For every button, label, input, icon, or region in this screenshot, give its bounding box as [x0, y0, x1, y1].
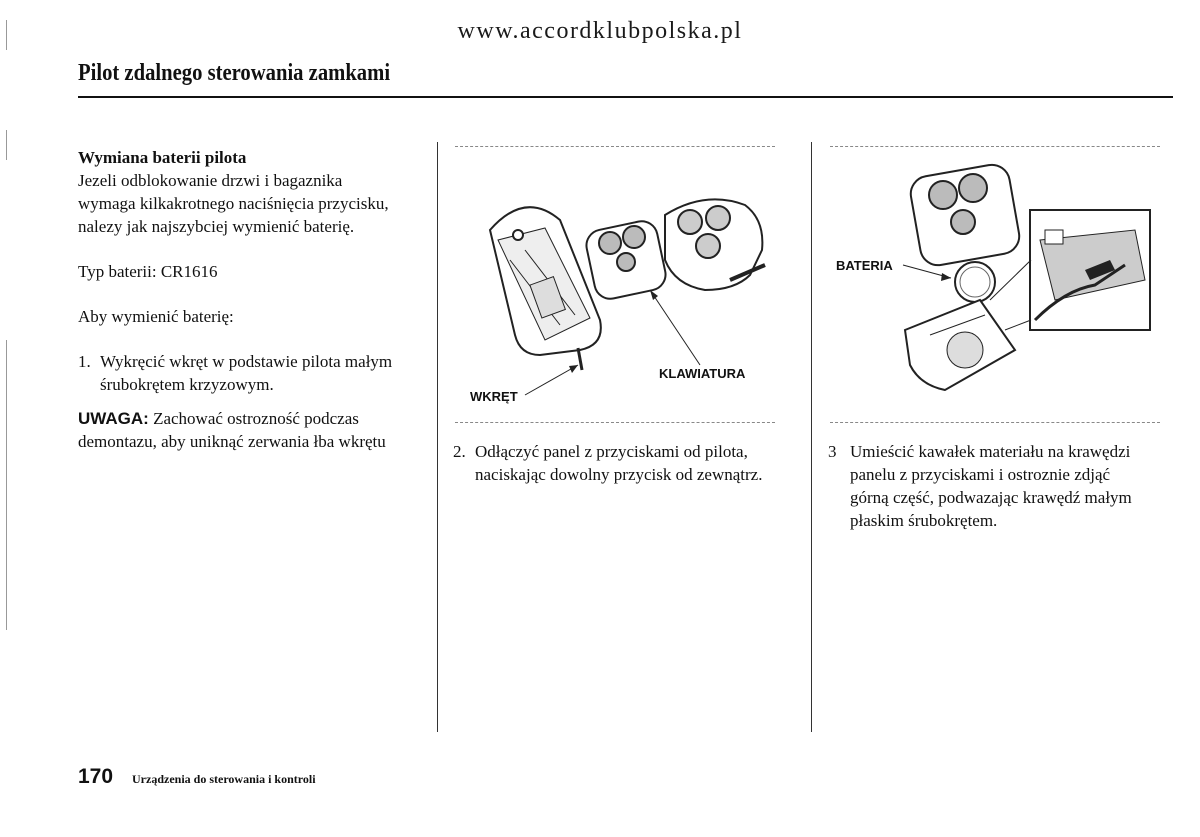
column-separator-2 [811, 142, 812, 732]
intro-line-1: Jezeli odblokowanie drzwi i bagaznika [78, 171, 343, 190]
keypad-panel [908, 162, 1022, 268]
page-title: Pilot zdalnego sterowania zamkami [78, 60, 391, 86]
keypad-panel [584, 218, 669, 301]
note-text: Zachować ostrozność podczas [148, 409, 359, 428]
step-3-line-3: górną część, podwazając krawędź małym [850, 488, 1132, 507]
figure-bottom-border [455, 422, 775, 423]
step-3-line-4: płaskim śrubokrętem. [850, 511, 998, 530]
step-2-line-2: naciskając dowolny przycisk od zewnątrz. [475, 465, 763, 484]
margin-mark [6, 20, 7, 50]
intro-line-2: wymaga kilkakrotnego naciśnięcia przycisku, [78, 194, 389, 213]
note-label: UWAGA: [78, 409, 149, 428]
remote-closed [665, 199, 765, 290]
step-3 [828, 440, 1168, 532]
step-2 [453, 440, 803, 486]
battery-coin [955, 262, 995, 302]
margin-mark [6, 340, 7, 630]
remote-base [905, 300, 1015, 390]
how-to-text: Aby wymienić baterię: [78, 307, 234, 326]
step-1-line-2: śrubokrętem krzyzowym. [100, 375, 274, 394]
battery-replacement-illustration [835, 150, 1155, 410]
step-number: 2. [453, 442, 466, 461]
figure-top-border [830, 146, 1160, 147]
screw [578, 348, 582, 370]
label-battery: BATERIA [836, 258, 893, 273]
step-number: 3 [828, 442, 837, 461]
column-separator-1 [437, 142, 438, 732]
intro-line-3: nalezy jak najszybciej wymienić baterię. [78, 217, 355, 236]
step-2-line-1: Odłączyć panel z przyciskami od pilota, [475, 442, 748, 461]
source-url: www.accordklubpolska.pl [457, 18, 743, 44]
page-number: 170 [78, 765, 114, 788]
battery-type: Typ baterii: CR1616 [78, 262, 218, 281]
step-1-line-1: Wykręcić wkręt w podstawie pilota małym [100, 352, 393, 371]
remote-body-open [490, 207, 601, 355]
step-3-line-2: panelu z przyciskami i ostroznie zdjąć [850, 465, 1111, 484]
column-1 [78, 146, 423, 453]
title-rule [78, 96, 1173, 98]
figure-top-border [455, 146, 775, 147]
step-1 [78, 350, 423, 396]
label-screw: WKRĘT [470, 389, 518, 404]
footer-section: Urządzenia do sterowania i kontroli [132, 772, 316, 786]
step-3-line-1: Umieścić kawałek materiału na krawędzi [850, 442, 1131, 461]
step-number: 1. [78, 352, 91, 371]
note-line-2: demontazu, aby uniknąć zerwania łba wkrętu [78, 432, 386, 451]
inset-detail [1030, 210, 1150, 330]
margin-mark [6, 130, 7, 160]
note [78, 407, 423, 430]
section-heading: Wymiana baterii pilota [78, 148, 247, 167]
label-keypad: KLAWIATURA [659, 366, 746, 381]
figure-bottom-border [830, 422, 1160, 423]
